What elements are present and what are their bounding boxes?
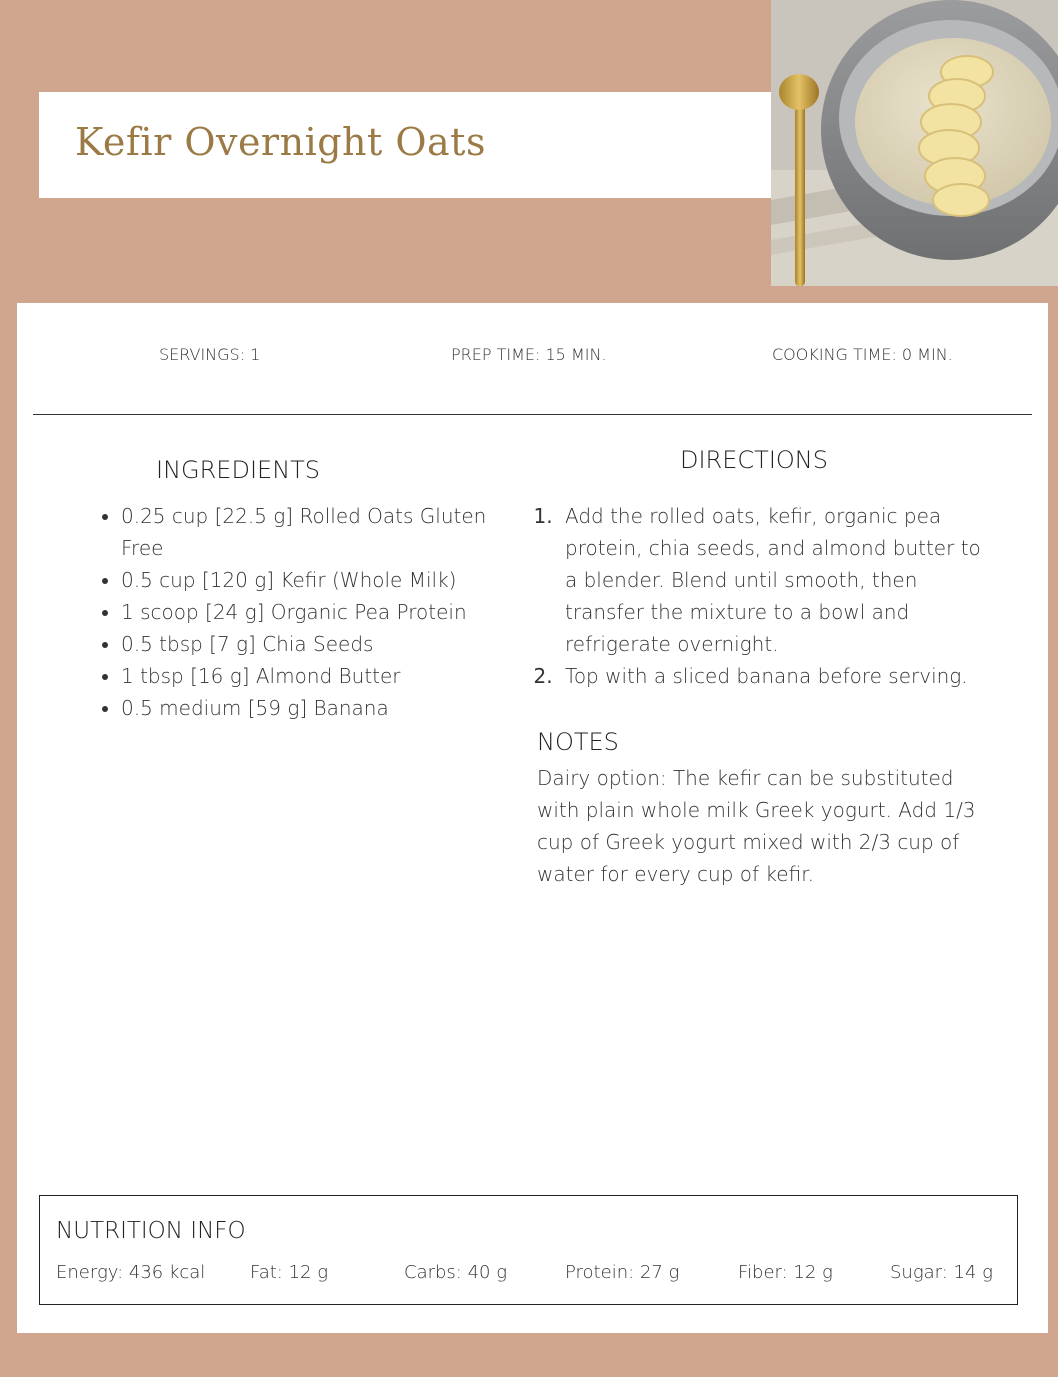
ingredient-item: • 1 tbsp [16 g] Almond Butter: [121, 660, 501, 692]
nutrition-fiber: Fiber: 12 g: [738, 1262, 833, 1283]
ingredients-list: [86, 500, 501, 724]
cooking-time-label: COOKING TIME: 0 MIN.: [772, 345, 953, 364]
recipe-title: Kefir Overnight Oats: [75, 120, 486, 164]
nutrition-fat: Fat: 12 g: [250, 1262, 329, 1283]
ingredient-item: • 0.5 tbsp [7 g] Chia Seeds: [121, 628, 501, 660]
nutrition-energy: Energy: 436 kcal: [56, 1262, 206, 1283]
ingredient-item: • 0.25 cup [22.5 g] Rolled Oats Gluten Free: [121, 500, 501, 564]
direction-step: 1. Add the rolled oats, kefir, organic pea protein, chia seeds, and almond butter to a blender. Blend until smooth, then transfer the mixture to a bowl and refrigerate overnight.: [559, 500, 999, 660]
notes-text: Dairy option: The kefir can be substituted with plain whole milk Greek yogurt. Add 1/3 cup of Greek yogurt mixed with 2/3 cup of water for every cup of kefir.: [537, 766, 976, 886]
direction-step: 2. Top with a sliced banana before serving.: [559, 660, 999, 692]
servings-label: SERVINGS: 1: [159, 345, 261, 364]
oat-bowl-photo: [771, 0, 1058, 286]
nutrition-box: [39, 1195, 1018, 1305]
nutrition-heading: NUTRITION INFO: [56, 1218, 246, 1244]
ingredient-item: • 0.5 medium [59 g] Banana: [121, 692, 501, 724]
directions-list: [537, 500, 999, 692]
divider: [33, 414, 1032, 415]
recipe-card: [17, 303, 1048, 1333]
ingredient-item: • 1 scoop [24 g] Organic Pea Protein: [121, 596, 501, 628]
nutrition-carbs: Carbs: 40 g: [404, 1262, 508, 1283]
title-banner: [39, 92, 774, 198]
directions-heading: DIRECTIONS: [680, 446, 828, 474]
prep-time-label: PREP TIME: 15 MIN.: [451, 345, 607, 364]
ingredients-heading: INGREDIENTS: [156, 456, 321, 484]
nutrition-sugar: Sugar: 14 g: [890, 1262, 993, 1283]
ingredient-item: • 0.5 cup [120 g] Kefir (Whole Milk): [121, 564, 501, 596]
notes-heading: NOTES: [537, 728, 619, 756]
nutrition-protein: Protein: 27 g: [565, 1262, 680, 1283]
